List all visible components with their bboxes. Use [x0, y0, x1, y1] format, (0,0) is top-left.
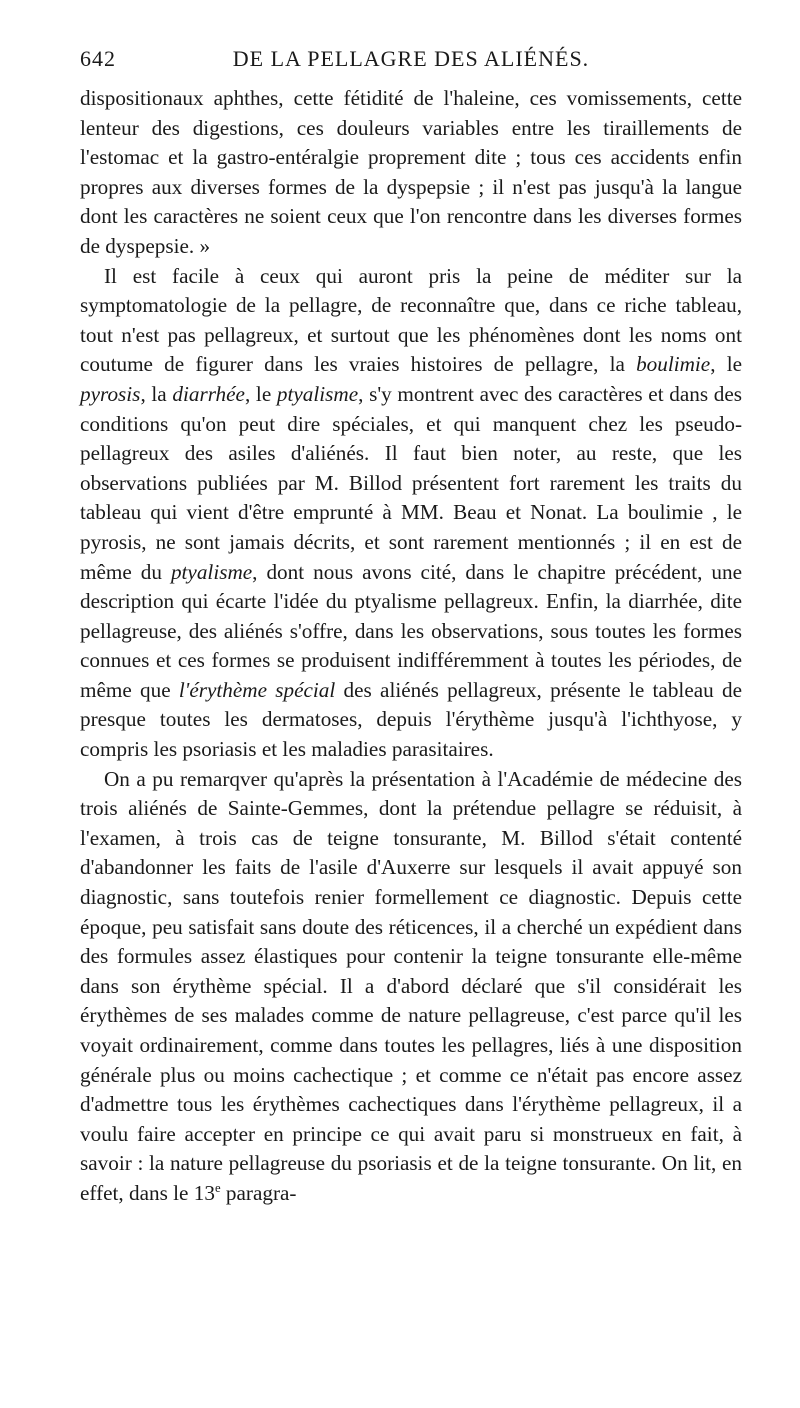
paragraph [80, 765, 742, 1209]
page-header [80, 46, 742, 76]
text-run: , la [140, 381, 173, 406]
text-run: , s'y montrent avec des caractères et dans des conditions qu'on peut dire spéciales, et qui manquent chez les pseudo-pellagreux des asiles d'aliénés. Il faut bien noter, au reste, que les observations publiées par M. Billod présentent fort rarement les traits du tableau qui vient d'être emprunté à MM. Beau et Nonat. La boulimie , le pyrosis, ne sont jamais décrits, et sont rarement mentionnés ; il en est de même du [80, 381, 742, 584]
italic-term: ptyalisme [276, 381, 359, 406]
text-run: , le [244, 381, 277, 406]
superscript: e [214, 1180, 221, 1195]
body-text [80, 84, 742, 1209]
running-title: DE LA PELLAGRE DES ALIÉNÉS. [232, 46, 590, 71]
text-run: , le [710, 352, 742, 377]
italic-term: pyrosis [80, 381, 141, 406]
text-run: paragra- [220, 1180, 297, 1205]
italic-term: ptyalisme [170, 559, 253, 584]
italic-term: boulimie [636, 352, 711, 377]
paragraph [80, 262, 742, 765]
italic-term: l'érythème spécial [178, 677, 336, 702]
page-number: 642 [80, 46, 116, 71]
text-run: Il est facile à ceux qui auront pris la peine de méditer sur la symptomatologie de la pellagre, de reconnaître que, dans ce riche tableau, tout n'est pas pellagreux, et surtout que les phénomènes dont les noms ont coutume de figurer dans les vraies histoires de pellagre, la [80, 263, 742, 377]
italic-term: diarrhée [172, 381, 245, 406]
text-run: , dont nous avons cité, dans le chapitre précédent, une description qui écarte l'idée du ptyalisme pellagreux. Enfin, la diarrhée, dite pellagreuse, des aliénés s'offre, dans les observations, sous toutes les formes connues et ces formes se produisent indifféremment à toutes les périodes, de même que [80, 559, 742, 702]
text-run: des aliénés pellagreux, présente le tableau de presque toutes les dermatoses, depuis l'érythème jusqu'à l'ichthyose, y compris les psoriasis et les maladies parasitaires. [80, 677, 742, 762]
paragraph [80, 84, 742, 262]
text-run: On a pu remarqver qu'après la présentation à l'Académie de médecine des trois aliénés de Sainte-Gemmes, dont la prétendue pellagre se réduisit, à l'examen, à trois cas de teigne tonsurante, M. Billod s'était contenté d'abandonner les faits de l'asile d'Auxerre sur lesquels il avait appuyé son diagnostic, sans toutefois renier formellement ce diagnostic. Depuis cette époque, peu satisfait sans doute des réticences, il a cherché un expédient dans des formules assez élastiques pour contenir la teigne tonsurante elle-même dans son érythème spécial. Il a d'abord déclaré que s'il considérait les érythèmes de ses malades comme de nature pellagreuse, c'est parce qu'il les voyait ordinairement, comme dans toutes les pellagres, liés à une disposition générale plus ou moins cachectique ; et comme ce n'était pas encore assez d'admettre tous les érythèmes cachectiques dans l'érythème pellagreux, il a voulu faire accepter en principe ce qui avait paru si monstrueux en fait, à savoir : la nature pellagreuse du psoriasis et de la teigne tonsurante. On lit, en effet, dans le 13 [80, 766, 742, 1205]
text-run: dispositionaux aphthes, cette fétidité de l'haleine, ces vomissements, cette lenteur des digestions, ces douleurs variables entre les tiraillements de l'estomac et la gastro-entéralgie proprement dite ; tous ces accidents enfin propres aux diverses formes de la dyspepsie ; il n'est pas jusqu'à la langue dont les caractères ne soient ceux que l'on rencontre dans les diverses formes de dyspepsie. » [80, 86, 742, 258]
